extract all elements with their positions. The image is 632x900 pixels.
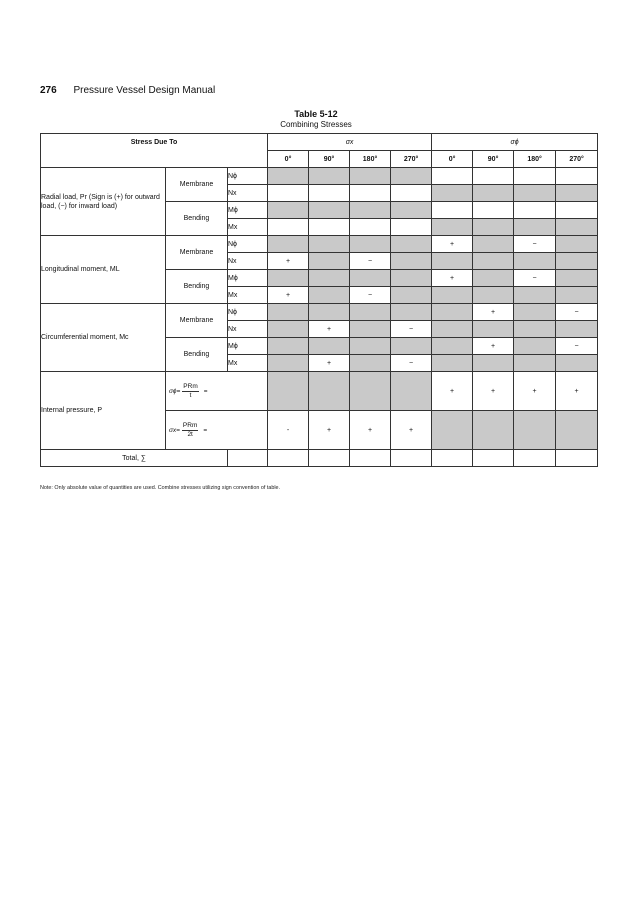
- hoop-stress-formula: σϕ= $\frac{\text{PRm}}{t}$ =: [166, 372, 268, 411]
- bending-label: Bending: [166, 270, 228, 304]
- sign-cell: +: [556, 372, 598, 411]
- sigma-phi-header: σϕ: [432, 134, 598, 151]
- sign-cell: +: [350, 411, 391, 450]
- n-phi-label: Nϕ: [228, 304, 268, 321]
- header-row-1: [41, 134, 598, 151]
- membrane-label: Membrane: [166, 168, 228, 202]
- sign-cell: −: [556, 338, 598, 355]
- bending-label: Bending: [166, 338, 228, 372]
- membrane-label: Membrane: [166, 304, 228, 338]
- sign-cell: −: [350, 287, 391, 304]
- sign-cell: −: [514, 236, 556, 253]
- angle-header: 0°: [432, 151, 473, 168]
- m-phi-label: Mϕ: [228, 270, 268, 287]
- total-row: [41, 450, 598, 467]
- table-subtitle: Combining Stresses: [280, 120, 352, 129]
- angle-header: 180°: [514, 151, 556, 168]
- n-x-label: Nx: [228, 185, 268, 202]
- combining-stresses-table: [40, 133, 598, 467]
- sign-cell: −: [514, 270, 556, 287]
- stress-due-to-header: Stress Due To: [41, 134, 268, 168]
- sign-cell: +: [309, 355, 350, 372]
- sign-cell: +: [473, 338, 514, 355]
- sign-cell: -: [268, 411, 309, 450]
- total-label: Total, ∑: [41, 450, 228, 467]
- angle-header: 0°: [268, 151, 309, 168]
- m-phi-label: Mϕ: [228, 338, 268, 355]
- m-x-label: Mx: [228, 219, 268, 236]
- sign-cell: +: [432, 372, 473, 411]
- sign-cell: −: [391, 321, 432, 338]
- n-x-label: Nx: [228, 321, 268, 338]
- longitudinal-stress-formula: σx= $\frac{\text{PRm}}{2t}$ =: [166, 411, 268, 450]
- internal-pressure-label: Internal pressure, P: [41, 372, 166, 450]
- sign-cell: +: [514, 372, 556, 411]
- sign-cell: +: [432, 236, 473, 253]
- sigma-x-header: σx: [268, 134, 432, 151]
- angle-header: 270°: [391, 151, 432, 168]
- table-row: [41, 304, 598, 321]
- sign-cell: +: [391, 411, 432, 450]
- table-note: Note: Only absolute value of quantities are used. Combine stresses utilizing sign convention of table.: [40, 485, 281, 491]
- page-number: 276: [40, 85, 57, 96]
- angle-header: 90°: [473, 151, 514, 168]
- sign-cell: −: [556, 304, 598, 321]
- n-phi-label: Nϕ: [228, 168, 268, 185]
- page-header: [40, 85, 215, 96]
- n-phi-label: Nϕ: [228, 236, 268, 253]
- book-title: Pressure Vessel Design Manual: [73, 85, 216, 96]
- radial-load-label: Radial load, Pr (Sign is (+) for outward load, (−) for inward load): [41, 168, 166, 236]
- sign-cell: −: [391, 355, 432, 372]
- sign-cell: +: [309, 411, 350, 450]
- table-row: [41, 168, 598, 185]
- sign-cell: +: [473, 304, 514, 321]
- table-row: [41, 372, 598, 411]
- angle-header: 90°: [309, 151, 350, 168]
- n-x-label: Nx: [228, 253, 268, 270]
- table-row: [41, 236, 598, 253]
- sign-cell: +: [309, 321, 350, 338]
- table-title: Table 5-12: [294, 109, 338, 119]
- membrane-label: Membrane: [166, 236, 228, 270]
- sign-cell: +: [268, 287, 309, 304]
- m-phi-label: Mϕ: [228, 202, 268, 219]
- angle-header: 270°: [556, 151, 598, 168]
- sign-cell: −: [350, 253, 391, 270]
- sign-cell: +: [268, 253, 309, 270]
- m-x-label: Mx: [228, 355, 268, 372]
- bending-label: Bending: [166, 202, 228, 236]
- angle-header: 180°: [350, 151, 391, 168]
- circumferential-moment-label: Circumferential moment, Mc: [41, 304, 166, 372]
- sign-cell: +: [432, 270, 473, 287]
- sign-cell: +: [473, 372, 514, 411]
- m-x-label: Mx: [228, 287, 268, 304]
- longitudinal-moment-label: Longitudinal moment, ML: [41, 236, 166, 304]
